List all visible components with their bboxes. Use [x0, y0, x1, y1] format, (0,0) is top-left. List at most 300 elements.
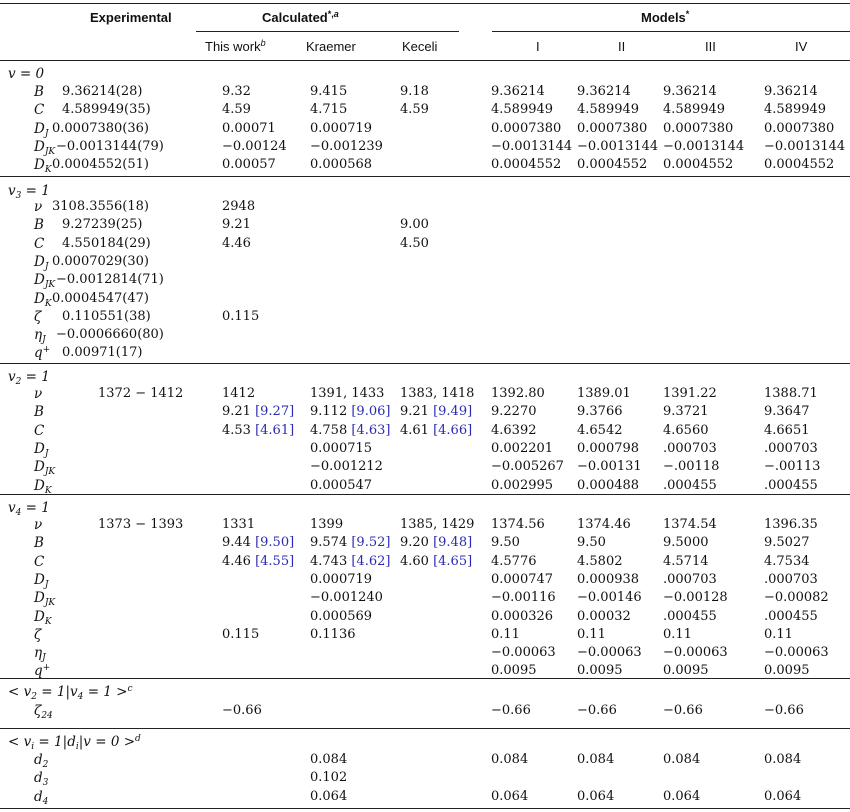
- table-cell: [491, 423, 537, 438]
- table-cell: [310, 517, 343, 532]
- row-symbol: ζ: [34, 308, 42, 325]
- table-cell: [491, 572, 553, 587]
- cell-value: −0.66: [491, 703, 531, 718]
- header-models: Models*: [641, 9, 690, 25]
- cell-value: 0.000747: [491, 571, 554, 587]
- cell-value: −0.00063: [491, 645, 556, 661]
- table-cell: [764, 663, 810, 678]
- subheader-model-iv: IV: [795, 39, 808, 54]
- table-cell: [577, 572, 639, 587]
- cell-value: −0.001240: [310, 590, 383, 606]
- table-cell: [310, 789, 347, 804]
- cell-value: 4.53: [222, 422, 251, 438]
- row-symbol: ν: [34, 199, 43, 215]
- cell-value: 9.21: [222, 404, 251, 420]
- table-cell: [62, 84, 142, 99]
- cell-value: 0.102: [310, 770, 348, 786]
- cell-value: 4.6392: [491, 422, 537, 438]
- cell-value: 9.32: [222, 84, 251, 99]
- row-symbol: ν: [34, 517, 43, 533]
- table-cell: [310, 770, 347, 785]
- table-cell: [663, 590, 728, 605]
- table-cell: [491, 517, 545, 532]
- table-cell: [400, 554, 472, 569]
- table-cell: [577, 102, 639, 117]
- reference-value: [4.62]: [347, 553, 391, 569]
- cell-value: 4.6651: [764, 422, 810, 438]
- subheader-keceli: Keceli: [402, 39, 438, 54]
- cell-value: 0.084: [663, 752, 701, 767]
- cell-value: 0.11: [491, 626, 520, 642]
- reference-value: [9.48]: [428, 535, 473, 551]
- table-cell: [222, 703, 262, 718]
- row-symbol: C: [34, 422, 45, 439]
- table-cell: [491, 645, 556, 660]
- table-cell: [62, 102, 151, 117]
- cell-value: 0.0095: [577, 663, 623, 679]
- row-symbol: C: [34, 102, 45, 119]
- cell-value: −0.00082: [764, 590, 829, 606]
- table-cell: [491, 404, 537, 419]
- cell-value: 4.46: [222, 553, 251, 569]
- row-symbol: ν: [34, 386, 43, 402]
- table-cell: [764, 703, 804, 718]
- cell-value: 4.7534: [764, 553, 810, 569]
- cell-value: 0.084: [310, 752, 348, 767]
- row-symbol: C: [34, 235, 45, 252]
- table-cell: [310, 121, 372, 136]
- table-cell: [764, 102, 826, 117]
- cell-value: −0.00131: [577, 459, 642, 475]
- cell-value: 1412: [222, 386, 256, 401]
- table-cell: [491, 102, 553, 117]
- table-cell: [62, 236, 151, 251]
- table-cell: [310, 535, 390, 550]
- cell-value: 1331: [222, 517, 256, 532]
- table-cell: [577, 478, 639, 493]
- cell-value: 0.00032: [577, 608, 631, 624]
- table-cell: [310, 102, 347, 117]
- cell-value: 4.50: [400, 235, 429, 251]
- row-symbol: C: [34, 553, 45, 570]
- cell-value: 0.0095: [663, 663, 709, 679]
- table-cell: [310, 139, 383, 154]
- cell-value: 1374.54: [663, 517, 717, 532]
- cell-value: 9.21: [222, 217, 251, 233]
- subheader-model-iii: III: [705, 39, 716, 54]
- table-cell: [663, 459, 719, 474]
- cell-value: −0.00063: [663, 645, 728, 661]
- cell-value: −0.0012814(71): [56, 272, 164, 288]
- section-rule: [0, 494, 850, 495]
- subheader-kraemer: Kraemer: [306, 39, 356, 54]
- table-cell: [400, 102, 429, 117]
- cell-value: 9.21: [400, 404, 429, 420]
- table-cell: [56, 139, 164, 154]
- cell-value: 9.574: [310, 535, 348, 551]
- row-symbol: $\eta_J$: [34, 327, 46, 346]
- table-cell: [491, 663, 537, 678]
- table-cell: [491, 478, 553, 493]
- row-symbol: $D_J$: [34, 120, 49, 139]
- table-cell: [310, 752, 347, 767]
- row-symbol: $D_{JK}$: [34, 138, 56, 157]
- reference-value: [4.65]: [428, 553, 473, 569]
- cell-value: 1392.80: [491, 386, 545, 401]
- cell-value: 4.743: [310, 553, 348, 569]
- cell-value: −0.0013144(79): [56, 138, 164, 154]
- table-cell: [577, 404, 623, 419]
- section-rule: [0, 176, 850, 177]
- table-cell: [764, 535, 810, 550]
- cell-value: 0.00071: [222, 120, 276, 136]
- table-cell: [310, 404, 390, 419]
- cell-value: 1391.22: [663, 386, 717, 401]
- reference-value: [4.63]: [347, 422, 391, 438]
- table-cell: [663, 386, 717, 401]
- cell-value: 9.112: [310, 404, 348, 420]
- cell-value: 0.0007380: [663, 120, 734, 136]
- table-cell: [764, 84, 818, 99]
- cell-value: 9.50: [577, 535, 606, 551]
- table-cell: [310, 590, 383, 605]
- cell-value: 4.46: [222, 235, 251, 251]
- cell-value: 1389.01: [577, 386, 631, 401]
- cell-value: −0.005267: [491, 459, 564, 475]
- cell-value: .000703: [663, 440, 717, 456]
- table-cell: [222, 386, 255, 401]
- cell-value: 1373 − 1393: [98, 517, 184, 532]
- row-symbol: $D_J$: [34, 253, 49, 272]
- cell-value: 0.084: [764, 752, 802, 767]
- cell-value: 0.0004547(47): [52, 290, 149, 306]
- row-symbol: $D_J$: [34, 571, 49, 590]
- cell-value: 4.5802: [577, 553, 623, 569]
- cell-value: 0.110551(38): [62, 308, 151, 324]
- cell-value: 9.2270: [491, 404, 537, 420]
- top-rule: [0, 3, 850, 4]
- cell-value: 1391, 1433: [310, 386, 385, 401]
- table-cell: [222, 102, 251, 117]
- cell-value: 0.0007380(36): [52, 120, 149, 136]
- cell-value: 1374.46: [577, 517, 631, 532]
- cell-value: 9.36214(28): [62, 84, 143, 99]
- table-cell: [577, 554, 623, 569]
- table-cell: [491, 441, 553, 456]
- table-cell: [764, 752, 801, 767]
- cell-value: .000455: [764, 608, 818, 624]
- cell-value: 0.0004552(51): [52, 157, 149, 173]
- section-rule: [0, 678, 850, 679]
- cell-value: 1399: [310, 517, 344, 532]
- cell-value: −0.66: [222, 703, 262, 718]
- row-symbol: ζ: [34, 626, 42, 643]
- table-cell: [400, 535, 472, 550]
- table-cell: [310, 609, 372, 624]
- cell-value: 9.36214: [764, 84, 818, 99]
- table-cell: [98, 386, 183, 401]
- table-cell: [491, 554, 537, 569]
- cell-value: −0.66: [764, 703, 804, 718]
- cell-value: 4.61: [400, 422, 429, 438]
- table-cell: [222, 517, 255, 532]
- table-cell: [577, 386, 631, 401]
- cell-value: 0.0095: [491, 663, 537, 679]
- table-cell: [577, 590, 642, 605]
- table-cell: [222, 139, 287, 154]
- cell-value: .000455: [764, 477, 818, 493]
- row-symbol: $d_4$: [34, 788, 49, 807]
- cell-value: 0.000568: [310, 157, 373, 173]
- cell-value: 4.715: [310, 102, 348, 118]
- table-cell: [400, 404, 472, 419]
- cell-value: 4.60: [400, 553, 429, 569]
- table-cell: [663, 535, 709, 550]
- table-cell: [56, 272, 164, 287]
- cell-value: −0.0013144: [764, 138, 846, 154]
- table-cell: [663, 423, 709, 438]
- cell-value: 0.000547: [310, 477, 373, 493]
- cell-value: 0.0007380: [764, 120, 835, 136]
- table-cell: [62, 309, 151, 324]
- cell-value: 4.6542: [577, 422, 623, 438]
- cell-value: 4.5776: [491, 553, 537, 569]
- reference-value: [4.61]: [250, 422, 295, 438]
- table-cell: [663, 572, 717, 587]
- cell-value: .000703: [764, 440, 818, 456]
- reference-value: [4.66]: [428, 422, 473, 438]
- reference-value: [4.55]: [250, 553, 295, 569]
- section-title-dipole: < $v_i = 1|d_i|v = 0 >^d$: [8, 734, 141, 752]
- table-cell: [222, 84, 251, 99]
- row-symbol: $D_{JK}$: [34, 272, 56, 291]
- table-cell: [663, 554, 709, 569]
- table-cell: [764, 645, 829, 660]
- cell-value: 0.0007380: [491, 120, 562, 136]
- table-cell: [764, 627, 793, 642]
- cell-value: 9.3766: [577, 404, 623, 420]
- cell-value: 1383, 1418: [400, 386, 475, 401]
- cell-value: 4.589949: [663, 102, 726, 118]
- reference-value: [9.52]: [347, 535, 391, 551]
- table-cell: [663, 404, 709, 419]
- cell-value: 9.3721: [663, 404, 709, 420]
- table-cell: [577, 84, 631, 99]
- table-cell: [577, 789, 614, 804]
- section-rule: [0, 728, 850, 729]
- cell-value: 0.064: [577, 788, 615, 804]
- cell-value: 1396.35: [764, 517, 818, 532]
- cell-value: 0.000798: [577, 440, 640, 456]
- cell-value: −0.001239: [310, 138, 383, 154]
- cell-value: 0.0004552: [764, 157, 835, 173]
- table-cell: [491, 627, 520, 642]
- table-cell: [310, 423, 390, 438]
- row-symbol: $d_2$: [34, 752, 49, 770]
- table-cell: [222, 121, 276, 136]
- table-cell: [663, 703, 703, 718]
- cell-value: 1374.56: [491, 517, 545, 532]
- cell-value: 9.415: [310, 84, 348, 99]
- table-cell: [663, 84, 717, 99]
- table-cell: [764, 441, 818, 456]
- row-symbol: q+: [34, 345, 51, 362]
- table-cell: [222, 199, 255, 214]
- table-cell: [491, 535, 520, 550]
- table-cell: [577, 645, 642, 660]
- cell-value: 0.084: [491, 752, 529, 767]
- row-symbol: $D_K$: [34, 157, 52, 176]
- table-cell: [62, 345, 142, 360]
- table-cell: [491, 703, 531, 718]
- cell-value: −.00118: [663, 459, 720, 475]
- cell-value: 0.0004552: [577, 157, 648, 173]
- cell-value: 9.27239(25): [62, 217, 143, 233]
- section-title-coupling: < $v_2 = 1|v_4 = 1 >^c$: [8, 684, 133, 702]
- table-cell: [663, 517, 717, 532]
- cell-value: 4.758: [310, 422, 348, 438]
- cell-value: 0.084: [577, 752, 615, 767]
- models-underline: [492, 31, 850, 32]
- cell-value: 0.11: [577, 626, 606, 642]
- cell-value: 1388.71: [764, 386, 818, 401]
- table-cell: [222, 404, 294, 419]
- table-cell: [52, 157, 149, 172]
- row-symbol: $D_K$: [34, 290, 52, 309]
- section-title-v0: v = 0: [8, 66, 45, 82]
- cell-value: 9.50: [491, 535, 520, 551]
- header-experimental: Experimental: [90, 10, 172, 25]
- table-cell: [577, 157, 647, 172]
- table-cell: [663, 157, 733, 172]
- table-cell: [310, 554, 390, 569]
- table-cell: [310, 157, 372, 172]
- header-calculated: Calculated$^{*,a}$: [262, 9, 339, 25]
- cell-value: 0.0004552: [663, 157, 734, 173]
- table-cell: [400, 236, 429, 251]
- cell-value: 0.000715: [310, 440, 373, 456]
- section-title-v3: $v_3 = 1$: [8, 183, 50, 201]
- table-cell: [577, 121, 647, 136]
- table-cell: [663, 441, 717, 456]
- cell-value: 0.11: [663, 626, 692, 642]
- subheader-model-ii: II: [618, 39, 626, 54]
- cell-value: 0.000569: [310, 608, 373, 624]
- table-cell: [577, 517, 631, 532]
- table-cell: [491, 459, 564, 474]
- table-cell: [400, 423, 472, 438]
- bottom-rule: [0, 808, 850, 809]
- table-cell: [491, 84, 545, 99]
- row-symbol: $d_3$: [34, 770, 49, 789]
- row-symbol: $D_K$: [34, 608, 52, 627]
- row-symbol: q+: [34, 663, 51, 680]
- section-title-v4: $v_4 = 1$: [8, 500, 50, 518]
- subheader-this-work: This work$^b$: [205, 38, 266, 54]
- cell-value: 0.11: [764, 626, 793, 642]
- cell-value: 4.550184(29): [62, 235, 151, 251]
- cell-value: 9.00: [400, 217, 429, 233]
- cell-value: 9.44: [222, 535, 251, 551]
- subheader-model-i: I: [536, 39, 540, 54]
- cell-value: 0.000719: [310, 571, 373, 587]
- reference-value: [9.27]: [250, 404, 295, 420]
- cell-value: 9.36214: [491, 84, 545, 99]
- cell-value: 1372 − 1412: [98, 386, 184, 401]
- cell-value: −0.0013144: [663, 138, 745, 154]
- row-symbol: $\zeta_{24}$: [34, 703, 53, 721]
- table-cell: [663, 645, 728, 660]
- section-title-v2: $v_2 = 1$: [8, 369, 50, 387]
- cell-value: −0.001212: [310, 459, 383, 475]
- cell-value: 0.1136: [310, 626, 356, 642]
- cell-value: 9.36214: [663, 84, 717, 99]
- table-cell: [491, 157, 561, 172]
- table-cell: [310, 572, 372, 587]
- table-cell: [577, 139, 658, 154]
- cell-value: 0.000488: [577, 477, 640, 493]
- table-cell: [764, 517, 818, 532]
- table-cell: [222, 309, 259, 324]
- cell-value: 9.5027: [764, 535, 810, 551]
- row-symbol: B: [34, 217, 44, 234]
- reference-value: [9.06]: [347, 404, 391, 420]
- cell-value: −0.66: [577, 703, 617, 718]
- table-cell: [400, 84, 429, 99]
- row-symbol: B: [34, 84, 44, 100]
- table-cell: [663, 102, 725, 117]
- table-cell: [310, 627, 356, 642]
- cell-value: 3108.3556(18): [52, 199, 149, 214]
- table-cell: [764, 139, 845, 154]
- cell-value: −0.0006660(80): [56, 327, 164, 343]
- cell-value: 4.6560: [663, 422, 709, 438]
- cell-value: −0.00124: [222, 138, 287, 154]
- cell-value: 0.064: [764, 788, 802, 804]
- reference-value: [9.49]: [428, 404, 473, 420]
- cell-value: −0.00063: [577, 645, 642, 661]
- table-cell: [98, 517, 183, 532]
- section-rule: [0, 363, 850, 364]
- row-symbol: $D_J$: [34, 440, 49, 459]
- table-cell: [663, 609, 717, 624]
- table-cell: [400, 217, 429, 232]
- table-cell: [310, 84, 347, 99]
- cell-value: 0.064: [663, 788, 701, 804]
- row-symbol: $D_K$: [34, 477, 52, 496]
- table-cell: [663, 627, 692, 642]
- table-cell: [491, 121, 561, 136]
- table-cell: [56, 327, 164, 342]
- table-cell: [764, 789, 801, 804]
- row-symbol: $\eta_J$: [34, 645, 46, 664]
- cell-value: 0.000719: [310, 120, 373, 136]
- calculated-underline: [196, 31, 459, 32]
- cell-value: −0.66: [663, 703, 703, 718]
- table-cell: [52, 254, 149, 269]
- row-symbol: B: [34, 535, 44, 552]
- table-cell: [577, 627, 606, 642]
- cell-value: 4.589949(35): [62, 102, 151, 118]
- cell-value: 9.20: [400, 535, 429, 551]
- cell-value: 0.002201: [491, 440, 554, 456]
- cell-value: −0.00063: [764, 645, 829, 661]
- table-cell: [491, 386, 545, 401]
- cell-value: 0.0007029(30): [52, 253, 149, 269]
- cell-value: 0.00971(17): [62, 345, 143, 361]
- cell-value: .000455: [663, 608, 717, 624]
- cell-value: .000703: [764, 571, 818, 587]
